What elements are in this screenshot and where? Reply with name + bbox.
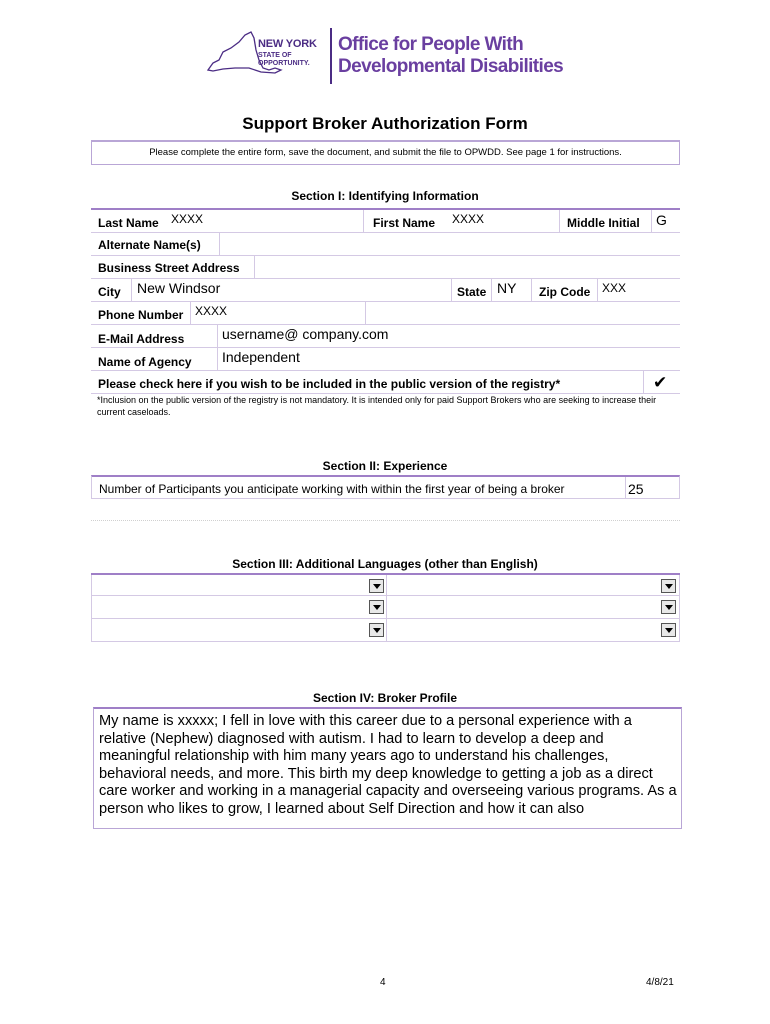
logo-agency-name: Office for People With Developmental Disabilities <box>338 34 564 77</box>
last-name-field[interactable]: XXXX <box>171 212 204 226</box>
middle-initial-label: Middle Initial <box>567 216 640 230</box>
language-select[interactable] <box>91 596 386 618</box>
state-label: State <box>457 285 487 299</box>
email-row <box>91 325 680 348</box>
language-select[interactable] <box>386 619 680 641</box>
section-2-title: Section II: Experience <box>322 459 448 473</box>
registry-checkbox[interactable]: ✔ <box>653 373 668 392</box>
broker-profile-field[interactable] <box>93 707 682 829</box>
language-select[interactable] <box>91 575 386 595</box>
phone-number-field[interactable]: XXXX <box>195 304 228 318</box>
zip-code-field[interactable]: XXX <box>602 281 627 295</box>
chevron-down-icon[interactable] <box>369 623 384 637</box>
language-select[interactable] <box>386 596 680 618</box>
business-address-row <box>91 256 680 279</box>
language-row <box>91 596 680 619</box>
chevron-down-icon[interactable] <box>661 623 676 637</box>
registry-note: *Inclusion on the public version of the registry is not mandatory. It is intended only for paid Support Brokers who are seeking to increase their current caseloads. <box>97 395 657 417</box>
language-row <box>91 573 680 596</box>
participants-label: Number of Participants you anticipate working with within the first year of being a broker <box>99 482 565 496</box>
city-label: City <box>98 285 121 299</box>
logo-state-name: NEW YORK <box>258 38 317 50</box>
language-row <box>91 619 680 642</box>
section-3-title: Section III: Additional Languages (other than English) <box>232 557 538 571</box>
chevron-down-icon[interactable] <box>369 579 384 593</box>
broker-profile-text: My name is xxxxx; I fell in love with this career due to a personal experience with a relative (Nephew) diagnosed with autism. I had to learn to develop a deep and meaningful relationship with him many years ago to understand his challenges, behavioral needs, and more. This birth my deep knowledge to getting a job as a direct care worker and working in a managerial capacity and overseeing various programs. As a person who likes to grow, I learned about Self Direction and how it can also <box>99 713 677 817</box>
chevron-down-icon[interactable] <box>661 600 676 614</box>
logo-state-subtitle: STATE OF OPPORTUNITY. <box>258 52 310 67</box>
registry-row <box>91 371 680 394</box>
logo-divider <box>330 28 332 84</box>
section-1-title: Section I: Identifying Information <box>291 189 479 203</box>
alternate-names-label: Alternate Name(s) <box>98 238 201 252</box>
language-select[interactable] <box>386 575 680 595</box>
chevron-down-icon[interactable] <box>661 579 676 593</box>
phone-number-label: Phone Number <box>98 308 184 322</box>
names-row <box>91 208 680 233</box>
business-address-label: Business Street Address <box>98 261 240 275</box>
email-label: E-Mail Address <box>98 332 185 346</box>
city-field[interactable]: New Windsor <box>137 280 221 296</box>
agency-label: Name of Agency <box>98 355 192 369</box>
first-name-label: First Name <box>373 216 436 230</box>
phone-row <box>91 302 680 325</box>
participants-field[interactable]: 25 <box>628 481 644 497</box>
section-4-title: Section IV: Broker Profile <box>312 691 458 705</box>
zip-code-label: Zip Code <box>539 285 591 299</box>
registry-label: Please check here if you wish to be included in the public version of the registry* <box>98 377 561 391</box>
chevron-down-icon[interactable] <box>369 600 384 614</box>
agency-field[interactable]: Independent <box>222 349 300 365</box>
agency-logo <box>205 28 575 88</box>
email-field[interactable]: username@ company.com <box>222 326 389 342</box>
language-select[interactable] <box>91 619 386 641</box>
page-number: 4 <box>380 977 386 988</box>
middle-initial-field[interactable]: G <box>656 212 667 228</box>
section-divider <box>91 520 680 521</box>
form-title: Support Broker Authorization Form <box>242 114 528 133</box>
agency-row <box>91 348 680 371</box>
state-field[interactable]: NY <box>497 280 517 296</box>
alternate-names-row <box>91 233 680 256</box>
form-instructions: Please complete the entire form, save the document, and submit the file to OPWDD. See page 1 for instructions. <box>91 140 680 165</box>
last-name-label: Last Name <box>98 216 159 230</box>
city-state-zip-row <box>91 279 680 302</box>
revision-date: 4/8/21 <box>646 977 674 988</box>
first-name-field[interactable]: XXXX <box>452 212 485 226</box>
experience-row <box>91 475 680 499</box>
